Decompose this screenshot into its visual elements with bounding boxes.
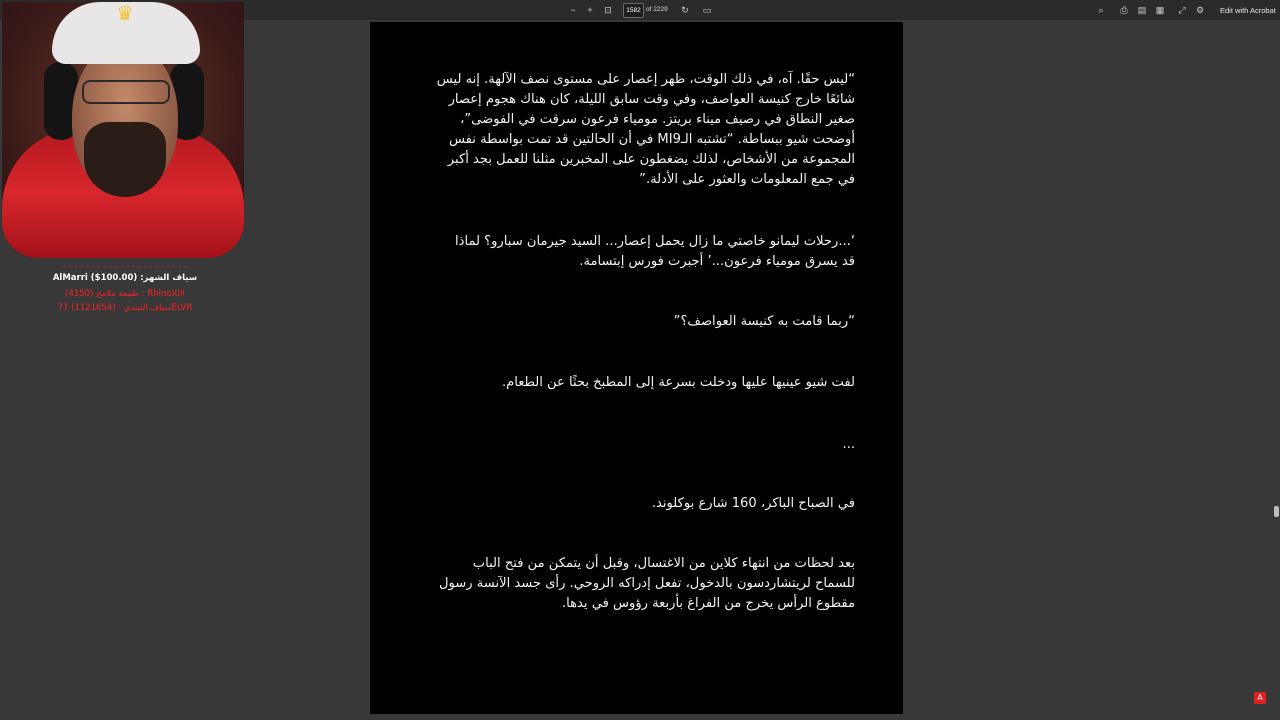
overlay-donor-3: سياف التيندي : (1121654) 77ELVR bbox=[57, 303, 193, 313]
pdf-page bbox=[370, 22, 903, 714]
zoom-in-icon[interactable]: + bbox=[587, 5, 593, 15]
paragraph-2 bbox=[455, 232, 855, 272]
paragraph-4 bbox=[502, 373, 855, 393]
more-icon[interactable]: ▦ bbox=[1155, 4, 1165, 15]
fit-page-icon[interactable]: ⊡ bbox=[604, 4, 612, 15]
text-line: لفت شيو عينيها عليها ودخلت بسرعة إلى المطبخ بحثًا عن الطعام. bbox=[501, 375, 855, 390]
text-line: في الصباح الباكر، 160 شارع بوكلوند. bbox=[651, 496, 855, 511]
text-line: صغير النطاق في رصيف ميناء بريتز. مومياء فرعون سرقت في الفوضى”، bbox=[460, 112, 855, 127]
paragraph-6 bbox=[652, 494, 855, 514]
overlay-divider: - - - - - - - - - - - - - - - - - - - - - - bbox=[62, 262, 188, 272]
webcam-overlay bbox=[2, 2, 244, 258]
text-line: أوضحت شيو ببساطة. “تشتبه الـMI9 في أن الحالتين قد تمت بواسطة نفس bbox=[448, 132, 855, 147]
settings-icon[interactable]: ⚙ bbox=[1195, 4, 1205, 15]
page-total-label: of 2229 bbox=[646, 6, 668, 13]
rotate-icon[interactable]: ↻ bbox=[681, 4, 689, 15]
zoom-out-icon[interactable]: − bbox=[570, 5, 576, 15]
text-line: المجموعة من الأشخاص، لذلك يضغطون على المخبرين مثلنا للعمل بجد أكبر bbox=[447, 152, 855, 167]
text-line: “ليس حقًا. آه، في ذلك الوقت، ظهر إعصار على مستوى نصف الآلهة. إنه ليس bbox=[436, 72, 855, 87]
edit-with-acrobat-button[interactable]: Edit with Acrobat bbox=[1220, 5, 1276, 15]
scrollbar-thumb[interactable] bbox=[1274, 506, 1279, 517]
text-line: شائعًا خارج كنيسة العواصف، وفي وقت سابق الليلة، كان هناك هجوم إعصار bbox=[448, 92, 855, 107]
text-line: قد يسرق مومياء فرعون...’ أجبرت فورس إبتسامة. bbox=[579, 254, 855, 269]
text-line: ... bbox=[842, 437, 855, 452]
print-icon[interactable]: ⎙ bbox=[1120, 4, 1128, 15]
fullscreen-icon[interactable]: ⤢ bbox=[1178, 4, 1186, 15]
paragraph-1 bbox=[437, 70, 855, 190]
save-icon[interactable]: ▤ bbox=[1137, 4, 1147, 15]
search-icon[interactable]: ⌕ bbox=[1098, 4, 1104, 15]
webcam-glasses bbox=[82, 80, 170, 104]
page-view-icon[interactable]: ▭ bbox=[702, 4, 712, 15]
text-line: للسماح لريتشاردسون بالدخول، تفعل إدراكه الروحي. رأى جسد الآنسة رسول bbox=[439, 576, 855, 591]
text-line: بعد لحظات من انتهاء كلاين من الاغتسال، وقبل أن يتمكن من فتح الباب bbox=[472, 556, 855, 571]
webcam-beard bbox=[84, 122, 166, 197]
page-number-input[interactable]: 1582 bbox=[623, 3, 644, 18]
overlay-donor-2: طبيعة ملامح (4150) : RhinoXIII bbox=[65, 289, 185, 299]
paragraph-3 bbox=[674, 312, 855, 332]
crown-icon: ♛ bbox=[116, 2, 134, 25]
acrobat-icon[interactable]: A bbox=[1254, 692, 1266, 704]
overlay-top-donor: AlMarri ($100.00) :سياف الشهر bbox=[52, 273, 198, 283]
text-line: “ربما قامت به كنيسة العواصف؟” bbox=[673, 314, 855, 329]
text-line: مقطوع الرأس يخرج من الفراغ بأربعة رؤوس في يدها. bbox=[561, 596, 855, 611]
text-line: ‘...رحلات ليمانو خاصتي ما زال يحمل إعصار... السيد جيرمان سبارو؟ لماذا bbox=[454, 234, 855, 249]
text-line: في جمع المعلومات والعثور على الأدلة.” bbox=[639, 172, 855, 187]
paragraph-7 bbox=[439, 554, 855, 614]
paragraph-5 bbox=[843, 435, 856, 455]
